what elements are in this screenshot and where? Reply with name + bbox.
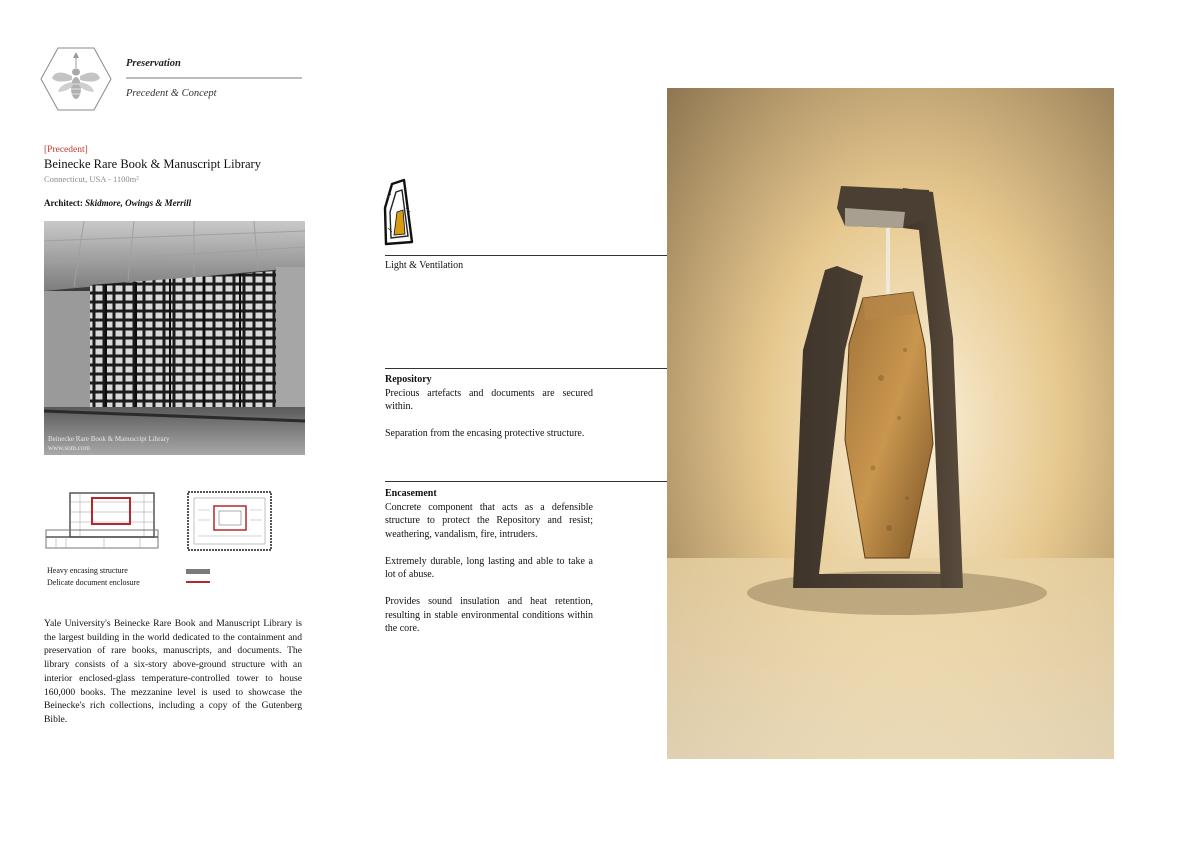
repository-heading: Repository [385, 374, 432, 385]
precedent-tag: [Precedent] [44, 145, 88, 155]
architect-name: Skidmore, Owings & Merrill [85, 198, 192, 208]
concept-model-photo [667, 88, 1114, 759]
bee-emblem-logo [40, 46, 112, 112]
precedent-description: Yale University's Beinecke Rare Book and Manuscript Library is the largest building in the world dedicated to the containment and preservation of rare books, manuscripts, and documents. The library consists of a six-story above-ground structure with an interior enclosed-glass temperature-controlled tower to house 160,000 books. The mezzanine level is used to showcase the Beinecke's rich collections, including a copy of the Gutenberg Bible. [44, 618, 302, 725]
legend-label-delicate: Delicate document enclosure [47, 578, 140, 587]
legend-label-heavy: Heavy encasing structure [47, 566, 128, 575]
repository-block [385, 373, 593, 441]
section-subtitle: Precedent & Concept [126, 88, 217, 99]
light-ventilation-label: Light & Ventilation [385, 260, 464, 271]
legend-swatch-delicate [186, 581, 210, 583]
header-divider [126, 77, 302, 79]
repository-text-2: Separation from the encasing protective structure. [385, 428, 585, 439]
architect-label: Architect: [44, 198, 83, 208]
floor-plan-drawing [186, 490, 273, 552]
encasement-text-1: Concrete component that acts as a defensible structure to protect the Repository and resist; weathering, vandalism, fire, intruders. [385, 501, 593, 540]
library-interior-photo [44, 221, 305, 455]
photo-credit: www.som.com [48, 444, 90, 452]
section-title: Preservation [126, 58, 181, 69]
encasement-heading: Encasement [385, 488, 437, 499]
precedent-location: Connecticut, USA - 1100m² [44, 174, 139, 184]
precedent-title: Beinecke Rare Book & Manuscript Library [44, 157, 261, 171]
legend-swatch-heavy [186, 569, 210, 574]
encasement-text-3: Provides sound insulation and heat retention, resulting in stable environmental conditions within the core. [385, 596, 593, 634]
model-sketch-icon [382, 178, 416, 248]
architect-line [44, 198, 191, 208]
repository-text-1: Precious artefacts and documents are secured within. [385, 387, 593, 412]
photo-caption [48, 435, 170, 453]
encasement-block [385, 487, 593, 636]
photo-caption-title: Beinecke Rare Book & Manuscript Library [48, 435, 170, 443]
encasement-text-2: Extremely durable, long lasting and able to take a lot of abuse. [385, 555, 593, 580]
section-drawing [44, 490, 160, 552]
